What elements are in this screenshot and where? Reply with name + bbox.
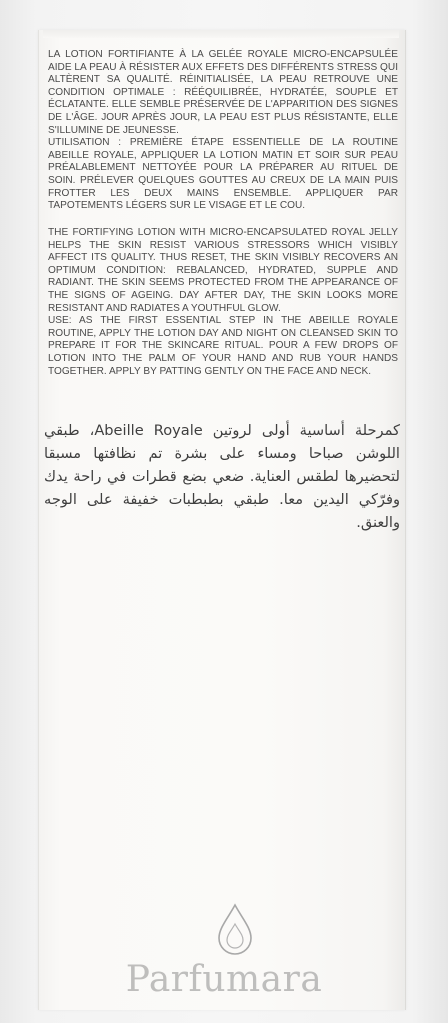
arabic-usage: كمرحلة أساسية أولى لروتين Abeille Royale، طبقي اللوشن صباحا ومساء على بشرة تم نظافتها مسبقا لتحضيرها لطقس العناية. ضعي بضع قطرات في راحة يدك وفرّكي اليدين معا. طبقي بطبطبات خفيفة على الوجه والعنق. bbox=[44, 422, 400, 531]
french-description: LA LOTION FORTIFIANTE À LA GELÉE ROYALE MICRO-ENCAPSULÉE AIDE LA PEAU À RÉSISTER AUX EFFETS DES DIFFÉRENTS STRESS QUI ALTÈRENT SA QUALITÉ. RÉINITIALISÉE, LA PEAU RETROUVE UNE CONDITION OPTIMALE : RÉÉQUILIBRÉE, HYDRATÉE, SOUPLE ET ÉCLATANTE. ELLE SEMBLE PRÉSERVÉE DE L'APPARITION DES SIGNES DE L'ÂGE. JOUR APRÈS JOUR, LA PEAU EST PLUS RÉSISTANTE, ELLE S'ILLUMINE DE JEUNESSE. bbox=[48, 49, 398, 136]
droplet-icon bbox=[214, 902, 256, 958]
english-usage: USE: AS THE FIRST ESSENTIAL STEP IN THE ABEILLE ROYALE ROUTINE, APPLY THE LOTION DAY AND NIGHT ON CLEANSED SKIN TO PREPARE IT FOR THE SKINCARE RITUAL. POUR A FEW DROPS OF LOTION INTO THE PALM OF YOUR HAND AND RUB YOUR HANDS TOGETHER. APPLY BY PATTING GENTLY ON THE FACE AND NECK. bbox=[48, 315, 398, 377]
english-text-block bbox=[48, 227, 398, 378]
box-top-fold bbox=[43, 30, 399, 38]
french-text-block bbox=[48, 49, 398, 213]
french-usage: UTILISATION : PREMIÈRE ÉTAPE ESSENTIELLE DE LA ROUTINE ABEILLE ROYALE, APPLIQUER LA LOTION MATIN ET SOIR SUR PEAU PRÉALABLEMENT NETTOYÉE POUR LA PRÉPARER AU RITUEL DE SOIN. PRÉLEVER QUELQUES GOUTTES AU CREUX DE LA MAIN PUIS FROTTER LES DEUX MAINS ENSEMBLE. APPLIQUER PAR TAPOTEMENTS LÉGERS SUR LE VISAGE ET LE COU. bbox=[48, 137, 398, 212]
english-description: THE FORTIFYING LOTION WITH MICRO-ENCAPSULATED ROYAL JELLY HELPS THE SKIN RESIST VARIOUS STRESSORS WHICH VISIBLY AFFECT ITS QUALITY. THUS RESET, THE SKIN VISIBLY RECOVERS AN OPTIMUM CONDITION: REBALANCED, HYDRATED, SUPPLE AND RADIANT. THE SKIN SEEMS PROTECTED FROM THE APPEARANCE OF THE SIGNS OF AGEING. DAY AFTER DAY, THE SKIN LOOKS MORE RESISTANT AND RADIATES A YOUTHFUL GLOW. bbox=[48, 227, 398, 314]
watermark-text: Parfumara bbox=[125, 959, 323, 1000]
